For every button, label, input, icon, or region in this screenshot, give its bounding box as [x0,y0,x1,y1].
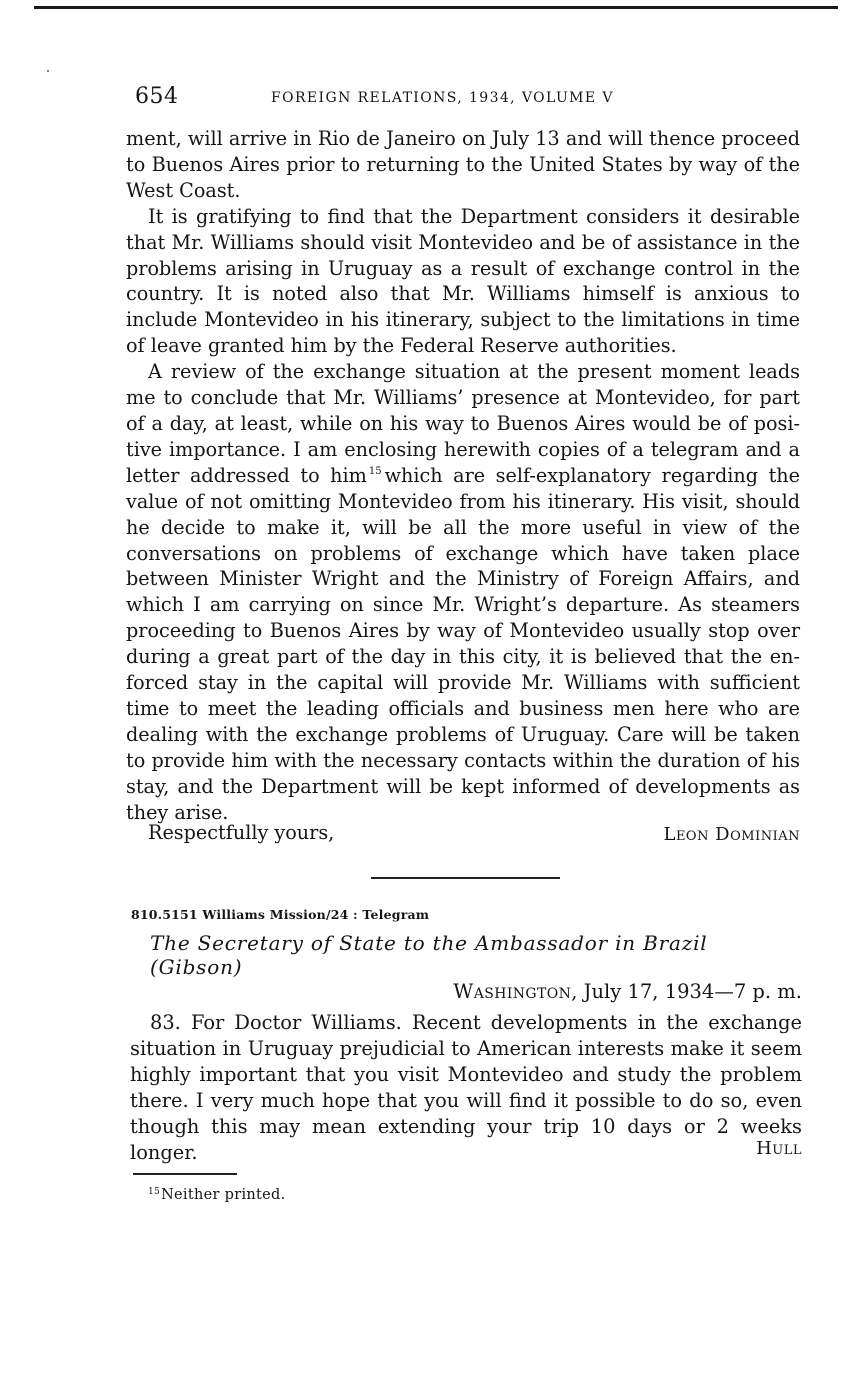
file-reference: 810.5151 Williams Mission/24 : Telegram [131,907,430,922]
footnote-text: Neither printed. [161,1187,286,1203]
page-header [135,84,805,112]
dateline-place: Washington [453,980,572,1003]
letter-paragraph-with-footnote [126,359,800,825]
footnote-rule [133,1173,237,1175]
letter-signature: Leon Dominian [663,824,800,845]
top-rule [34,6,838,9]
section-divider [371,877,560,879]
footnote-reference: 15 [368,465,382,477]
telegram-signature: Hull [756,1138,802,1159]
running-head: FOREIGN RELATIONS, 1934, VOLUME V [271,90,614,106]
letter-paragraph: It is gratifying to find that the Department considers it desirable that Mr. Williams should visit Montevideo and be of assistance in the problems arising in Uruguay as a result of exchange control in the country. It is noted also that Mr. Williams himself is anxious to include Montevideo in his itinerary, subject to the limitations in time of leave granted him by the Federal Reserve authorities. [126,204,800,358]
letter-paragraph-continued: ment, will arrive in Rio de Janeiro on July 13 and will thence proceed to Buenos Aires prior to returning to the United States by way of the West Coast. [126,127,800,202]
paragraph-text: which are self-explanatory regarding the value of not omitting Montevideo from his itinerary. His visit, should he decide to make it, will be all the more useful in view of the conversations on problems of exchange which have taken place between Minister Wright and the Ministry of Foreign Affairs, and which I am carrying on since Mr. Wright’s departure. As steamers proceeding to Buenos Aires by way of Montevideo usually stop over during a great part of the day in this city, it is believed that the enforced stay in the capital will provide Mr. Williams with sufficient time to meet the leading officials and business men here who are dealing with the exchange problems of Uruguay. Care will be taken to provide him with the necessary contacts within the duration of his stay, and the Department will be kept informed of developments as they arise. [126,463,800,824]
dateline [453,980,802,1003]
complimentary-close: Respectfully yours, [148,821,335,844]
letter-body [126,126,800,825]
footnote-number: 15 [148,1187,161,1197]
footnote [148,1187,286,1203]
dateline-date: , July 17, 1934—7 p. m. [571,980,802,1003]
telegram-paragraph: 83. For Doctor Williams. Recent developments in the exchange situation in Uruguay prejudicial to American interests make it seem highly important that you visit Montevideo and study the problem there. I very much hope that you will find it possible to do so, even though this may mean extending your trip 10 days or 2 weeks longer. [130,1011,802,1164]
document-title: The Secretary of State to the Ambassador in Brazil (Gibson) [150,931,708,979]
print-speck [47,70,49,72]
closing-row [126,820,800,848]
page-number: 654 [135,84,179,109]
paragraph-text: A review of the exchange situation at the present moment leads me to conclude that Mr. Williams’ presence at Montevideo, for part of a day, at least, while on his way to Buenos Aires would be of positive importance. I am enclosing herewith copies of a telegram and a letter addressed to him [126,360,800,487]
telegram-body [130,1010,802,1165]
